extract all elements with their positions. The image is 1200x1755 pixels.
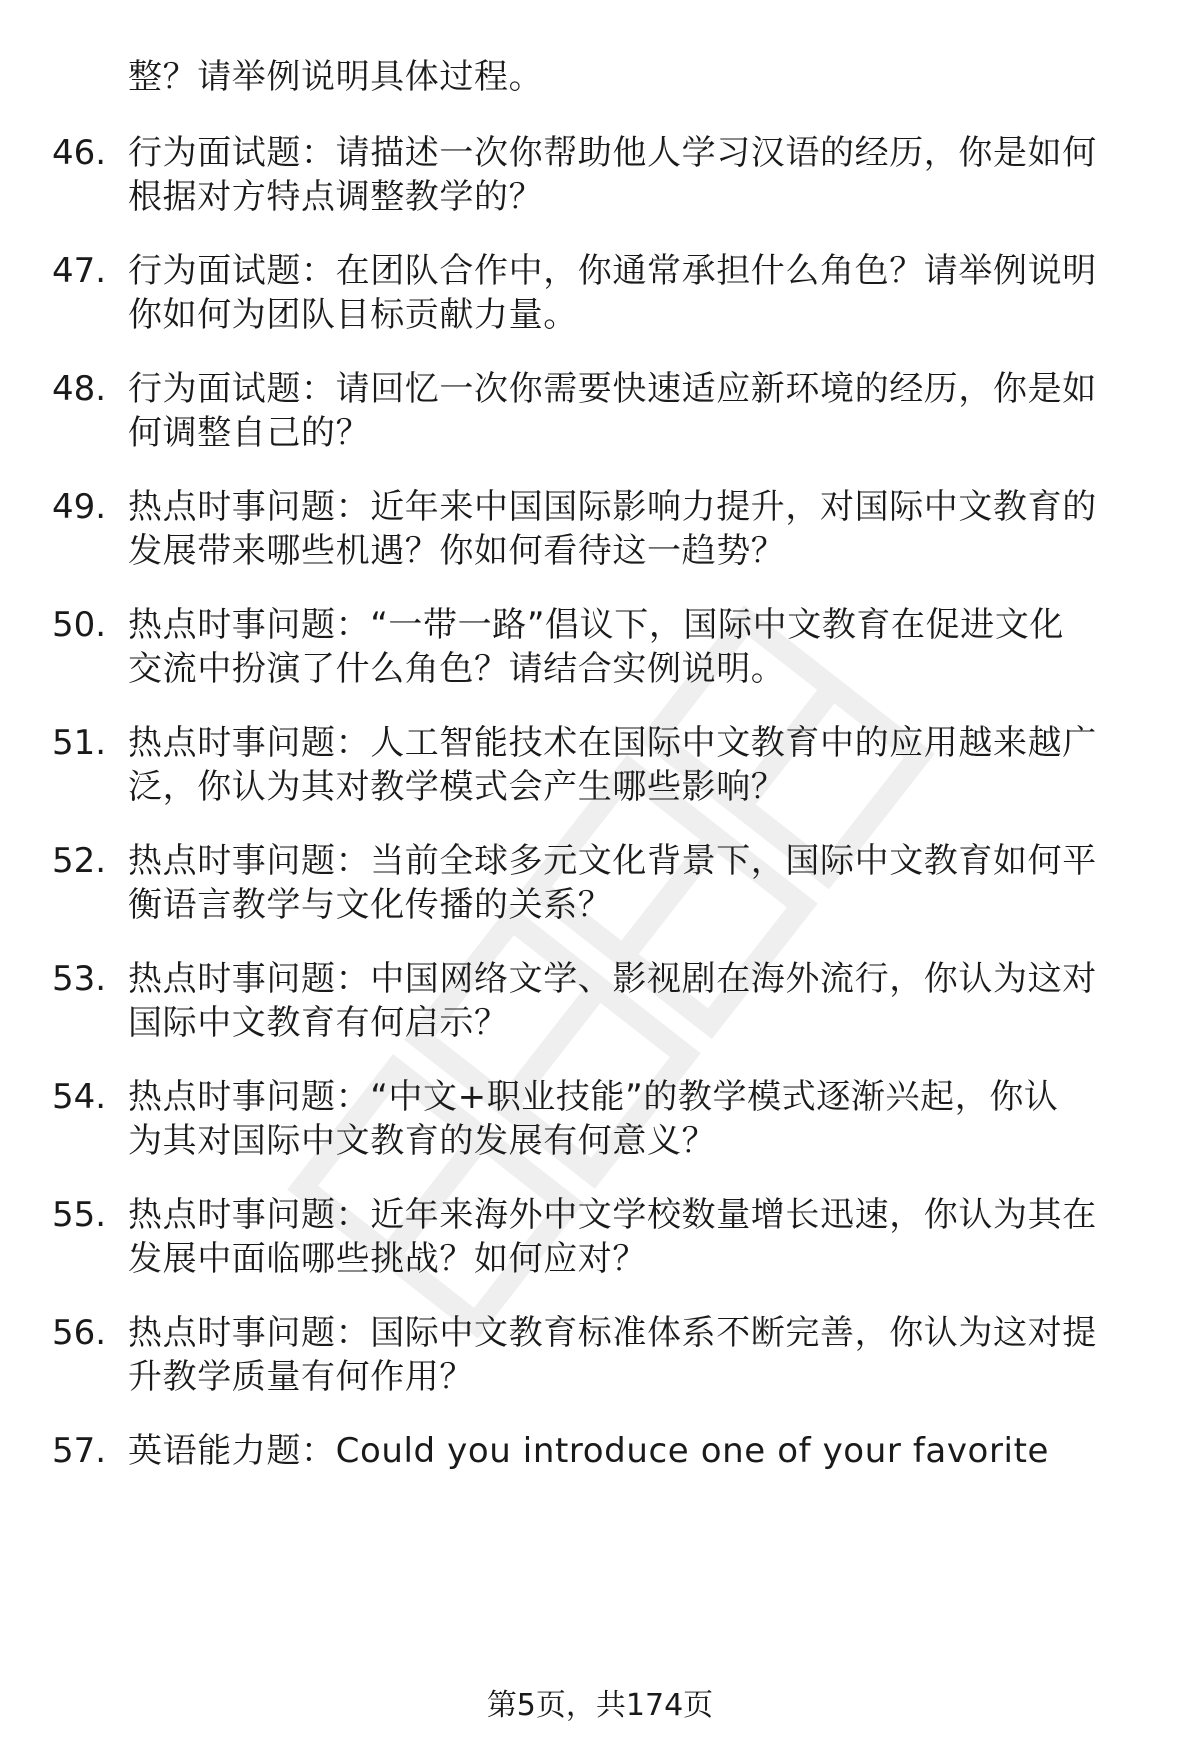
question-number: 53. (52, 959, 107, 999)
question-text-line: 热点时事问题：近年来中国国际影响力提升，对国际中文教育的 (128, 487, 1097, 527)
question-number: 57. (52, 1431, 107, 1471)
question-number: 47. (52, 251, 107, 291)
question-text-line: 热点时事问题：近年来海外中文学校数量增长迅速，你认为其在 (128, 1195, 1097, 1235)
question-number: 48. (52, 369, 107, 409)
question-text-line: 热点时事问题：国际中文教育标准体系不断完善，你认为这对提 (128, 1313, 1097, 1353)
question-text-line: 泛，你认为其对教学模式会产生哪些影响？ (128, 767, 786, 807)
question-number: 50. (52, 605, 107, 645)
question-number: 51. (52, 723, 107, 763)
continuation-line: 整？请举例说明具体过程。 (128, 57, 544, 97)
question-text-line: 英语能力题：Could you introduce one of your favorite (128, 1431, 1050, 1471)
question-text-line: 根据对方特点调整教学的？ (128, 177, 544, 217)
question-text-line: 升教学质量有何作用？ (128, 1357, 474, 1397)
question-text-line: 衡语言教学与文化传播的关系？ (128, 885, 613, 925)
question-text-line: 发展带来哪些机遇？你如何看待这一趋势？ (128, 531, 786, 571)
question-text-line: 热点时事问题：“一带一路”倡议下，国际中文教育在促进文化 (128, 605, 1065, 645)
question-text-line: 热点时事问题：中国网络文学、影视剧在海外流行，你认为这对 (128, 959, 1097, 999)
question-number: 54. (52, 1077, 107, 1117)
question-number: 56. (52, 1313, 107, 1353)
question-text-line: 行为面试题：在团队合作中，你通常承担什么角色？请举例说明 (128, 251, 1097, 291)
question-text-line: 国际中文教育有何启示？ (128, 1003, 509, 1043)
question-text-line: 热点时事问题：当前全球多元文化背景下，国际中文教育如何平 (128, 841, 1097, 881)
question-text-line: 行为面试题：请回忆一次你需要快速适应新环境的经历，你是如 (128, 369, 1097, 409)
question-text-line: 你如何为团队目标贡献力量。 (128, 295, 578, 335)
question-number: 52. (52, 841, 107, 881)
question-text-line: 发展中面临哪些挑战？如何应对？ (128, 1239, 647, 1279)
question-text-line: 热点时事问题：“中文+职业技能”的教学模式逐渐兴起，你认 (128, 1077, 1059, 1117)
page-footer: 第5页，共174页 (486, 1688, 714, 1723)
question-text-line: 为其对国际中文教育的发展有何意义？ (128, 1121, 717, 1161)
question-text-line: 何调整自己的？ (128, 413, 371, 453)
question-text-line: 交流中扮演了什么角色？请结合实例说明。 (128, 649, 786, 689)
question-text-line: 行为面试题：请描述一次你帮助他人学习汉语的经历，你是如何 (128, 133, 1097, 173)
question-number: 55. (52, 1195, 107, 1235)
question-text-line: 热点时事问题：人工智能技术在国际中文教育中的应用越来越广 (128, 723, 1097, 763)
question-number: 49. (52, 487, 107, 527)
question-number: 46. (52, 133, 107, 173)
